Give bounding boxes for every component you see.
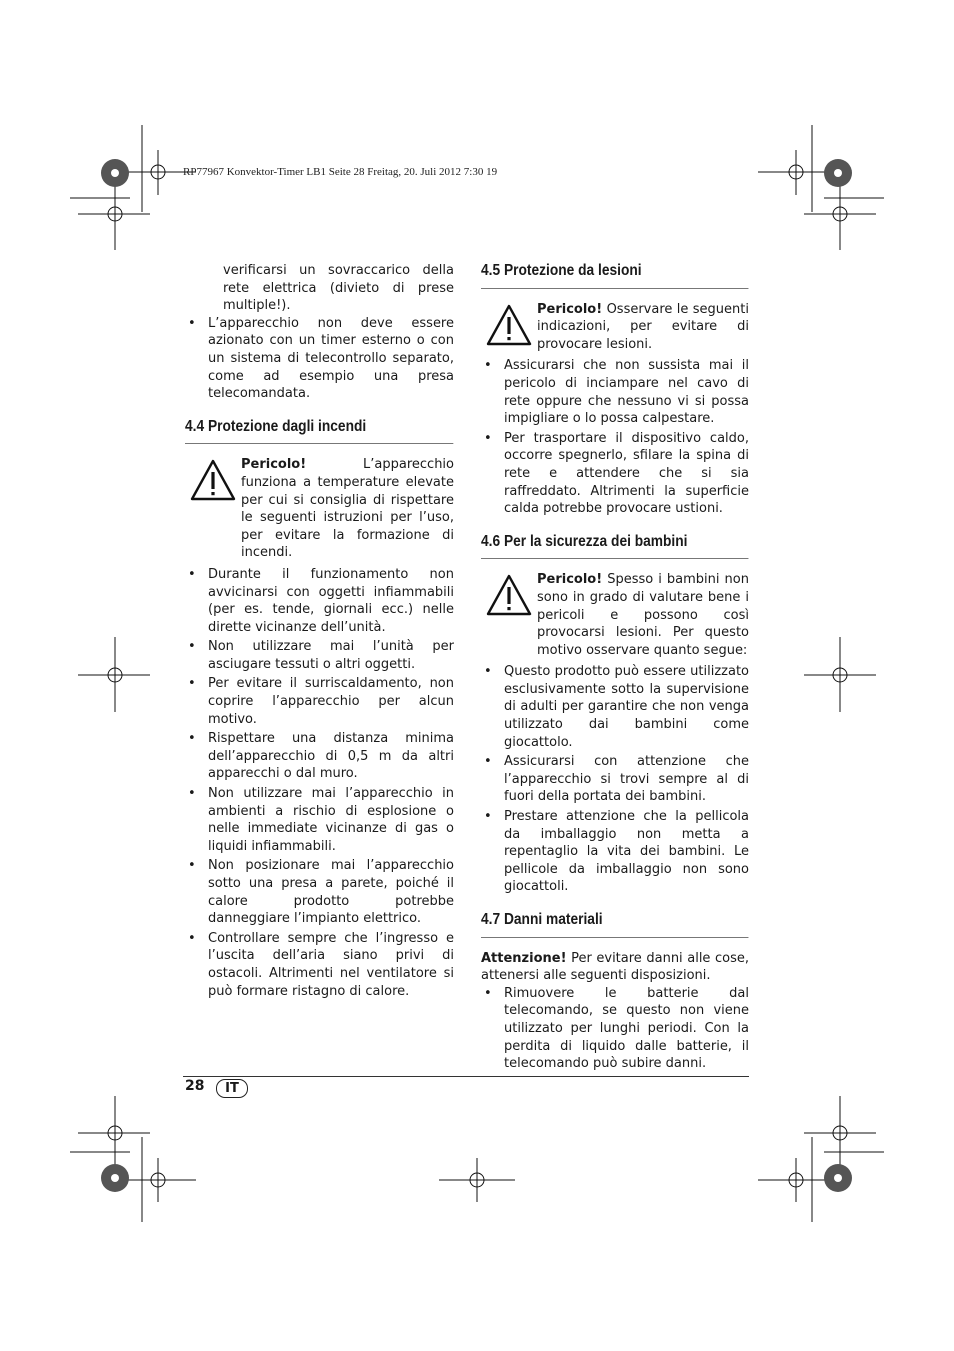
- section-4-4-heading-wrap: [185, 418, 454, 445]
- section-4-5-heading-wrap: [481, 262, 749, 289]
- fire-warning-box: [185, 456, 454, 562]
- section-4-4-heading: 4.4 Protezione dagli incendi: [185, 418, 453, 445]
- section-4-6-heading-wrap: [481, 533, 749, 560]
- list-item: • Controllare sempre che l’ingresso e l’uscita dell’aria siano privi di ostacoli. Altrimenti nel ventilatore si può formare ristagno di calore.: [185, 930, 454, 1000]
- list-item: • Assicurarsi con attenzione che l’apparecchio si trovi sempre al di fuori della portata dei bambini.: [481, 753, 749, 806]
- injury-warning-box: [481, 301, 749, 354]
- list-item: • Per trasportare il dispositivo caldo, occorre spegnerlo, sfilare la spina di rete e attendere che si sia raffreddato. Altrimenti la superficie calda potrebbe provocare ustioni.: [481, 430, 749, 518]
- list-item: • Per evitare il surriscaldamento, non coprire l’apparecchio per alcun motivo.: [185, 675, 454, 728]
- left-column: [185, 262, 454, 1002]
- continued-text: verificarsi un sovraccarico della rete elettrica (divieto di prese multiple!).: [223, 263, 454, 314]
- children-bullet-list: [481, 663, 749, 896]
- section-4-7-heading: 4.7 Danni materiali: [481, 911, 748, 938]
- timer-bullet-list: [185, 315, 454, 403]
- list-item: • Assicurarsi che non sussista mai il pericolo di inciampare nel cavo di rete oppure che nessuno vi si possa impigliare o lo possa calpestare.: [481, 357, 749, 427]
- list-item: • Rispettare una distanza minima dell’apparecchio di 0,5 m da altri apparecchi o dal muro.: [185, 730, 454, 783]
- list-item: • Non posizionare mai l’apparecchio sotto una presa a parete, poiché il calore prodotto potrebbe danneggiare l’impianto elettrico.: [185, 857, 454, 927]
- warning-text: Osservare le seguenti indicazioni, per evitare di provocare lesioni.: [537, 301, 749, 352]
- material-bullet-list: [481, 985, 749, 1073]
- fire-bullet-list: [185, 566, 454, 1000]
- list-item: • Non utilizzare mai l’apparecchio in ambienti a rischio di esplosione o nelle immediate vicinanze di gas o liquidi infiammabili.: [185, 785, 454, 855]
- warning-triangle-icon: [485, 303, 533, 347]
- warning-triangle-icon: [485, 573, 533, 617]
- attention-label: Attenzione!: [481, 950, 567, 966]
- section-4-5-heading: 4.5 Protezione da lesioni: [481, 262, 748, 289]
- language-badge: IT: [216, 1079, 248, 1098]
- attention-text: Per evitare danni alle cose, attenersi alle seguenti disposizioni.: [481, 950, 749, 984]
- warning-label: Pericolo!: [241, 457, 307, 473]
- attention-paragraph: [481, 950, 749, 985]
- list-item: • L’apparecchio non deve essere azionato con un timer esterno o con un sistema di telecontrollo separato, come ad esempio una presa telecomandata.: [185, 315, 454, 403]
- warning-label: Pericolo!: [537, 572, 603, 588]
- children-warning-box: [481, 571, 749, 659]
- section-4-6-heading: 4.6 Per la sicurezza dei bambini: [481, 533, 748, 560]
- page-number: 28: [185, 1078, 205, 1094]
- list-item: • Durante il funzionamento non avvicinarsi con oggetti infiammabili (per es. tende, giornali ecc.) nelle dirette vicinanze dell’unità.: [185, 566, 454, 636]
- list-item: • Rimuovere le batterie dal telecomando, se questo non viene utilizzato per lunghi periodi. Con la perdita di liquido dalle batterie, il telecomando può subire danni.: [481, 985, 749, 1073]
- warning-text: L’apparecchio funziona a temperature elevate per cui si consiglia di rispettare le seguenti istruzioni per l’uso, per evitare la formazione di incendi.: [241, 457, 454, 561]
- warning-text: Spesso i bambini non sono in grado di valutare bene i pericoli e possono così provocarsi lesioni. Per questo motivo osservare quanto segue:: [537, 572, 749, 658]
- injury-bullet-list: [481, 357, 749, 517]
- warning-label: Pericolo!: [537, 301, 603, 317]
- warning-triangle-icon: [189, 458, 237, 502]
- section-4-7-heading-wrap: [481, 911, 749, 938]
- print-header: RP77967 Konvektor-Timer LB1 Seite 28 Freitag, 20. Juli 2012 7:30 19: [183, 166, 498, 178]
- list-item: • Prestare attenzione che la pellicola da imballaggio non metta a repentaglio la vita dei bambini. Le pellicole da imballaggio non sono giocattoli.: [481, 808, 749, 896]
- list-item: • Non utilizzare mai l’unità per asciugare tessuti o altri oggetti.: [185, 638, 454, 673]
- right-column: [481, 262, 749, 1075]
- list-item: • Questo prodotto può essere utilizzato esclusivamente sotto la supervisione di adulti per garantire che non venga utilizzato dai bambini come giocattolo.: [481, 663, 749, 751]
- footer-rule: [183, 1076, 749, 1077]
